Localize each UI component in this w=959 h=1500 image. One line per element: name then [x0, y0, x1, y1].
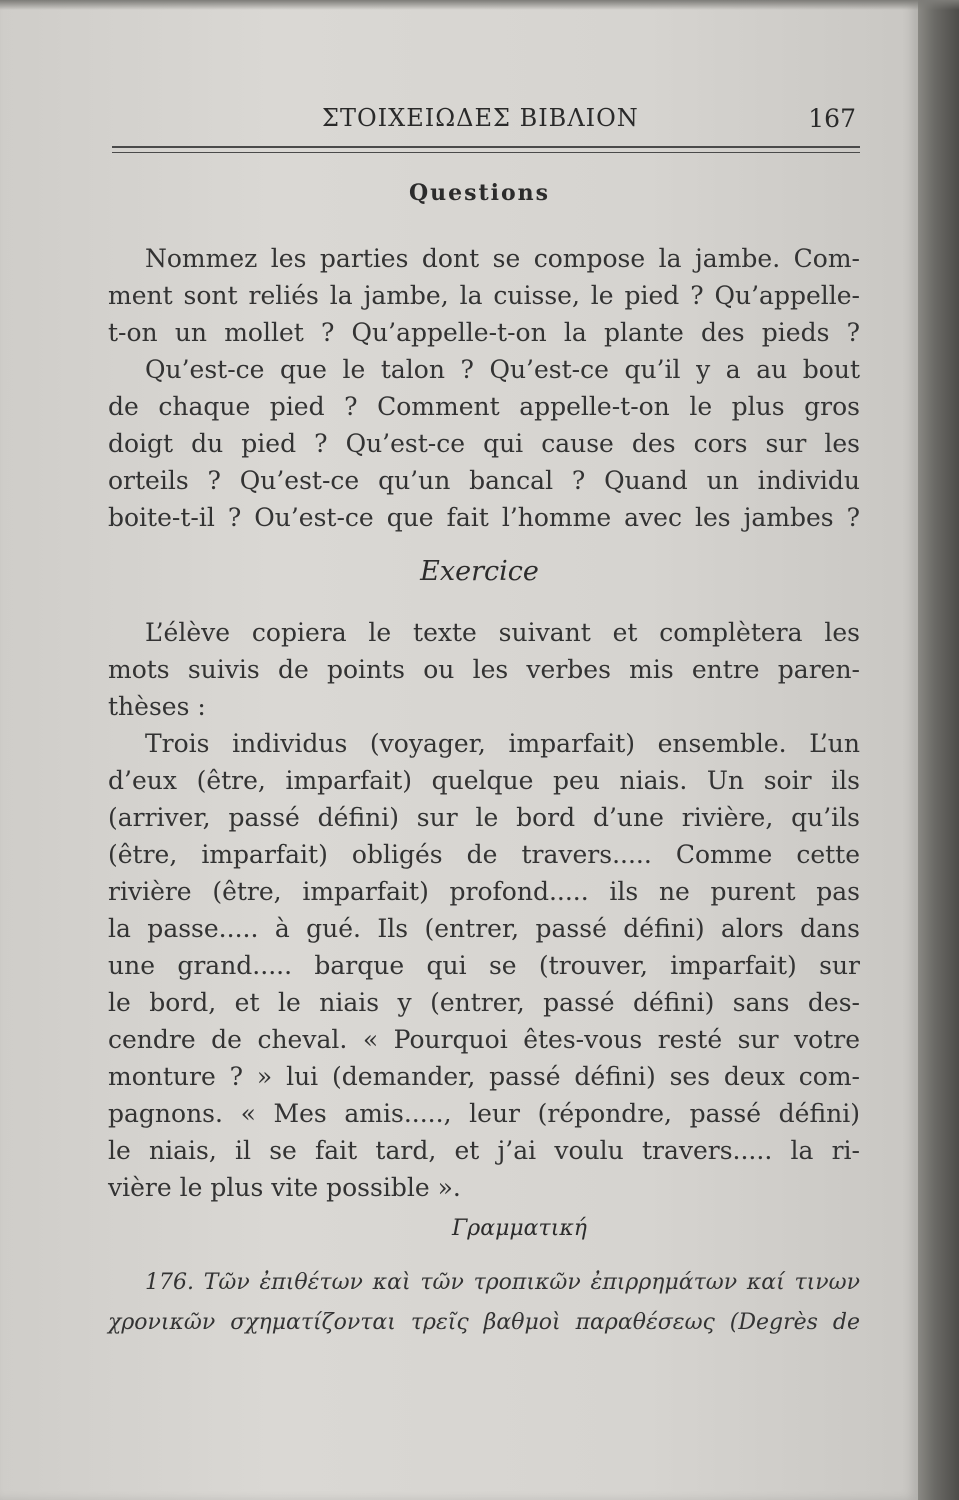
text-line: mots suivis de points ou les verbes mis entre paren- [108, 655, 860, 684]
text-line: Qu’est-ce que le talon ? Qu’est-ce qu’il y a au bout [145, 355, 860, 384]
header-rule [112, 146, 860, 148]
exercice-heading: Exercice [420, 556, 539, 587]
text-line: le bord, et le niais y (entrer, passé défini) sans des- [108, 988, 860, 1017]
text-line: t-on un mollet ? Qu’appelle-t-on la plante des pieds ? [108, 318, 860, 347]
questions-heading: Questions [408, 180, 551, 206]
header-rule-thin [112, 152, 860, 153]
text-line: thèses : [108, 692, 206, 721]
page-edge [918, 0, 959, 1500]
grammar-heading: Γραμματική [452, 1216, 587, 1241]
page-top-edge [0, 0, 959, 10]
page-number: 167 [808, 104, 856, 133]
text-line: d’eux (être, imparfait) quelque peu niais. Un soir ils [108, 766, 860, 795]
text-line: pagnons. « Mes amis....., leur (répondre, passé défini) [108, 1099, 860, 1128]
text-line: Nommez les parties dont se compose la jambe. Com- [145, 244, 860, 273]
text-line: vière le plus vite possible ». [108, 1173, 461, 1202]
text-line: doigt du pied ? Qu’est-ce qui cause des cors sur les [108, 429, 860, 458]
running-head: ΣΤΟΙΧΕΙΩΔΕΣ ΒΙΒΛΙΟΝ [322, 104, 639, 132]
text-line: cendre de cheval. « Pourquoi êtes-vous resté sur votre [108, 1025, 860, 1054]
text-line: orteils ? Qu’est-ce qu’un bancal ? Quand un individu [108, 466, 860, 495]
text-line: boite-t-il ? Ou’est-ce que fait l’homme avec les jambes ? [108, 503, 860, 532]
text-line: 176. Τῶν ἐπιθέτων καὶ τῶν τροπικῶν ἐπιρρημάτων καί τινων [145, 1270, 860, 1295]
text-line: (être, imparfait) obligés de travers..... Comme cette [108, 840, 860, 869]
text-line: χρονικῶν σχηματίζονται τρεῖς βαθμοὶ παραθέσεως (Degrès de [108, 1310, 860, 1335]
text-line: une grand..... barque qui se (trouver, imparfait) sur [108, 951, 860, 980]
page-header [112, 104, 860, 144]
text-line: ment sont reliés la jambe, la cuisse, le pied ? Qu’appelle- [108, 281, 860, 310]
text-line: rivière (être, imparfait) profond..... ils ne purent pas [108, 877, 860, 906]
text-line: Trois individus (voyager, imparfait) ensemble. L’un [145, 729, 860, 758]
text-line: la passe..... à gué. Ils (entrer, passé défini) alors dans [108, 914, 860, 943]
text-line: (arriver, passé défini) sur le bord d’une rivière, qu’ils [108, 803, 860, 832]
text-line: de chaque pied ? Comment appelle-t-on le plus gros [108, 392, 860, 421]
text-line: monture ? » lui (demander, passé défini) ses deux com- [108, 1062, 860, 1091]
text-line: L’élève copiera le texte suivant et complètera les [145, 618, 860, 647]
text-line: le niais, il se fait tard, et j’ai voulu travers..... la ri- [108, 1136, 860, 1165]
